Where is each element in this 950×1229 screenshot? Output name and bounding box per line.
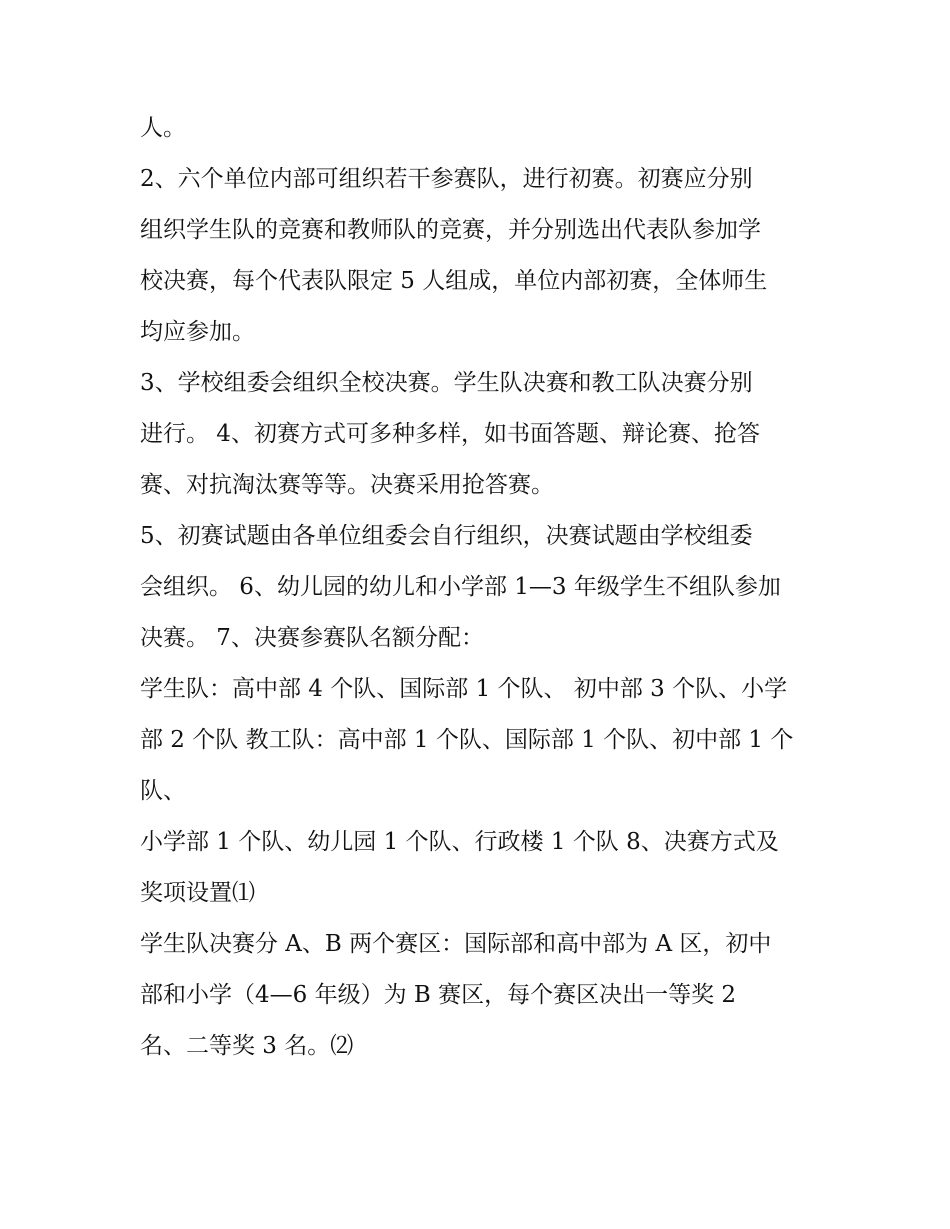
text-line: 组织学生队的竞赛和教师队的竞赛，并分别选出代表队参加学 [140,217,761,243]
text-line: 赛、对抗淘汰赛等等。决赛采用抢答赛。 [140,472,554,498]
text-line: 队、 [140,778,186,804]
text-line: 部和小学（4—6 年级）为 B 赛区，每个赛区决出一等奖 2 [140,982,737,1008]
text-line: 进行。 4、初赛方式可多种多样，如书面答题、辩论赛、抢答 [140,421,760,447]
text-line: 3、学校组委会组织全校决赛。学生队决赛和教工队决赛分别 [140,370,753,396]
text-line: 小学部 1 个队、幼儿园 1 个队、行政楼 1 个队 8、决赛方式及 [140,829,779,855]
text-line: 5、初赛试题由各单位组委会自行组织，决赛试题由学校组委 [140,523,753,549]
text-line: 2、六个单位内部可组织若干参赛队，进行初赛。初赛应分别 [140,166,753,192]
text-line: 奖项设置⑴ [140,880,255,906]
text-line: 均应参加。 [140,319,255,345]
document-body [140,103,820,1072]
text-line: 会组织。 6、幼儿园的幼儿和小学部 1—3 年级学生不组队参加 [140,574,781,600]
text-line: 学生队：高中部 4 个队、国际部 1 个队、 初中部 3 个队、小学 [140,676,788,702]
text-line: 校决赛，每个代表队限定 5 人组成，单位内部初赛，全体师生 [140,268,768,294]
text-line: 部 2 个队 教工队：高中部 1 个队、国际部 1 个队、初中部 1 个 [140,727,794,753]
text-line: 名、二等奖 3 名。⑵ [140,1033,354,1059]
text-line: 学生队决赛分 A、B 两个赛区：国际部和高中部为 A 区，初中 [140,931,772,957]
text-line: 决赛。 7、决赛参赛队名额分配： [140,625,484,651]
text-line: 人。 [140,115,186,141]
